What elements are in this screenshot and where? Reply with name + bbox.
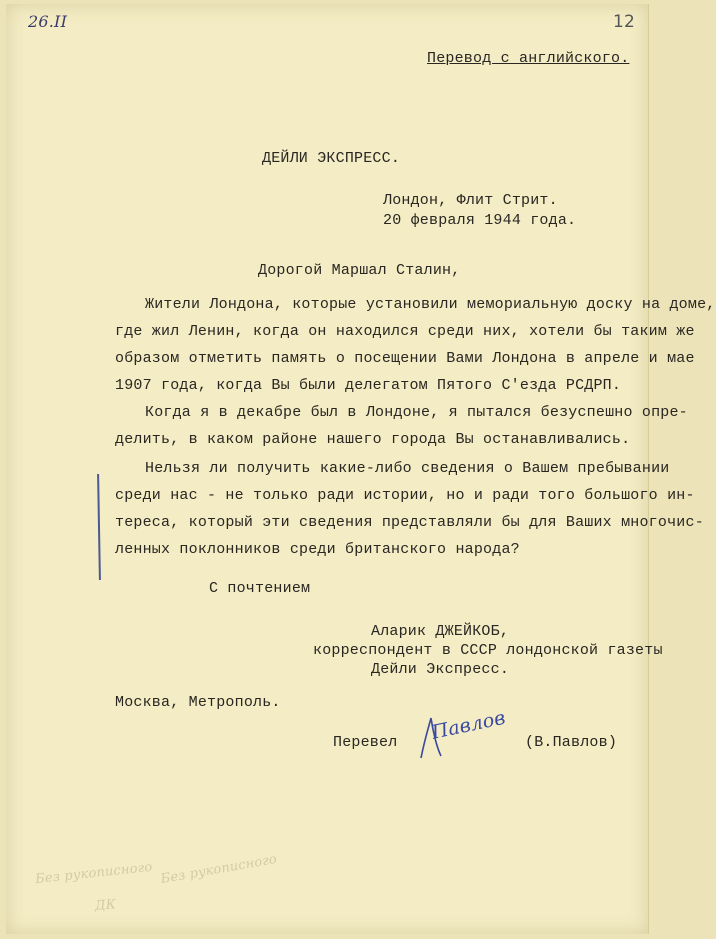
body-line: образом отметить память о посещении Вами Лондона в апреле и мае [115,350,695,367]
body-line: Нельзя ли получить какие-либо сведения о Вашем пребывании [145,460,670,477]
translator-name: (В.Павлов) [525,734,618,751]
translator-signature: Павлов [429,706,508,744]
body-line: Когда я в декабре был в Лондоне, я пытался безуспешно опре- [145,404,688,421]
closing: С почтением [209,580,311,597]
body-line: ленных поклонников среди британского народа? [115,541,520,558]
signer-title: корреспондент в СССР лондонской газеты [313,642,663,659]
signer-newspaper: Дейли Экспресс. [371,661,510,678]
letter-date: 20 февраля 1944 года. [383,212,577,229]
signature-stroke-icon [415,708,503,764]
translation-note: Перевод с английского. [427,50,630,67]
body-line: делить, в каком районе нашего города Вы останавливались. [115,431,631,448]
body-line: среди нас - не только ради истории, но и ради того большого ин- [115,487,695,504]
signer-name: Аларик ДЖЕЙКОБ, [371,623,510,640]
faint-pencil-note: Без рукописного [159,851,279,888]
salutation: Дорогой Маршал Сталин, [258,262,461,279]
body-line: где жил Ленин, когда он находился среди них, хотели бы таким же [115,323,695,340]
translated-label: Перевел [333,734,398,751]
body-line: 1907 года, когда Вы были делегатом Пятого С'езда РСДРП. [115,377,622,394]
newspaper-title: ДЕЙЛИ ЭКСПРЕСС. [262,150,401,167]
body-line: Жители Лондона, которые установили мемориальную доску на доме, [145,296,716,313]
location: Москва, Метрополь. [115,694,281,711]
faint-pencil-note: ДК [94,897,117,914]
archive-reference: 26.II [28,12,68,31]
page-number: 12 [613,12,636,32]
faint-pencil-note: Без рукописного [34,859,154,888]
sender-address: Лондон, Флит Стрит. [383,192,558,209]
body-line: тереса, который эти сведения представляли бы для Ваших многочис- [115,514,704,531]
